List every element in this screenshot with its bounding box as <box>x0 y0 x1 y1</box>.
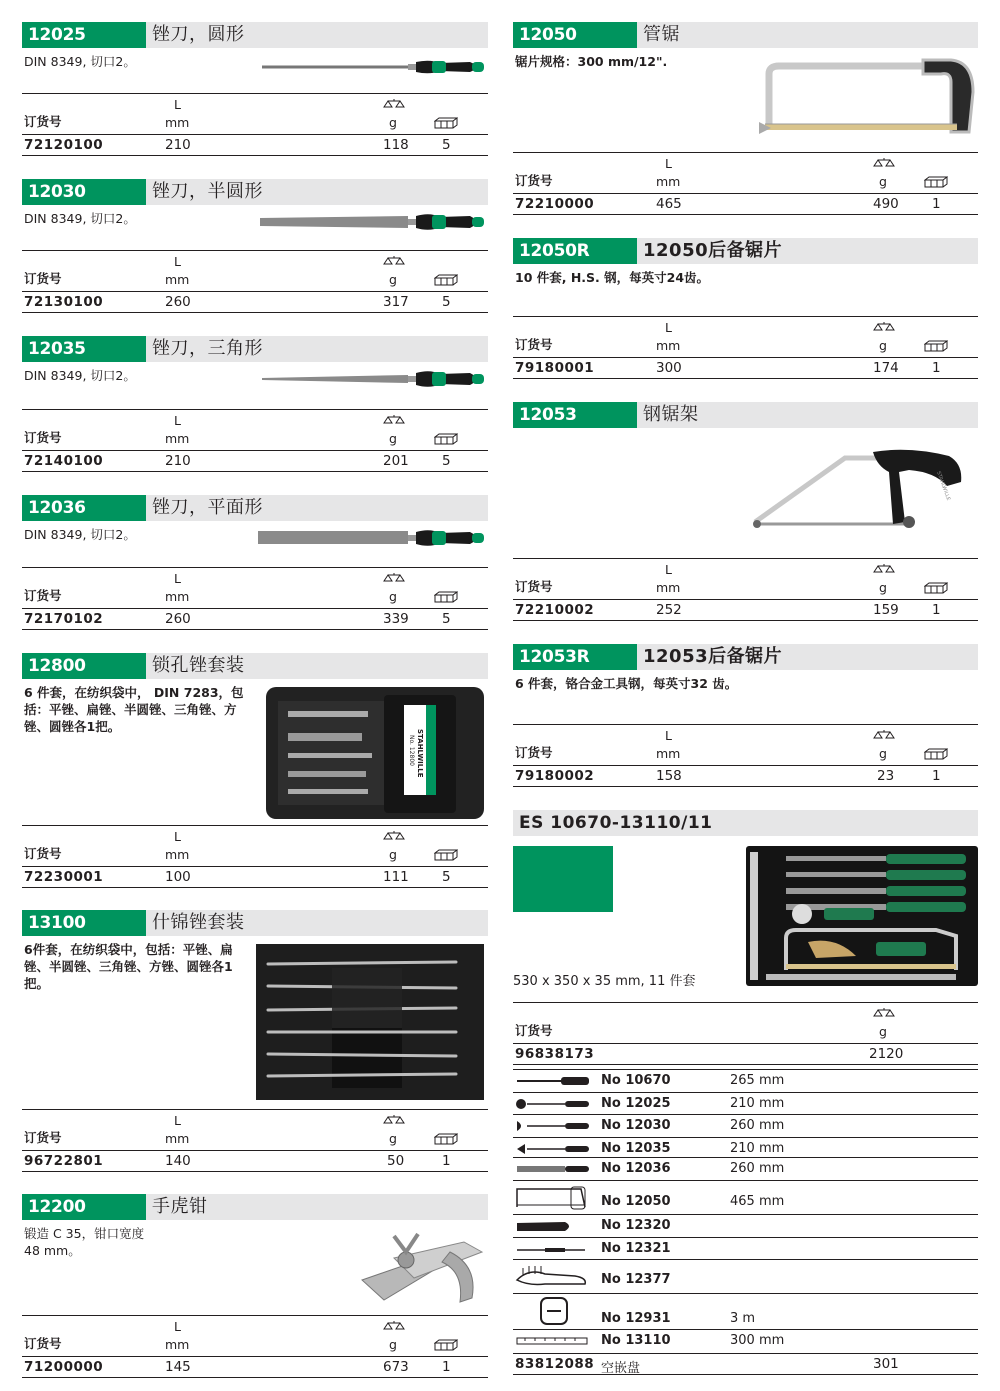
product-title: 锁孔锉套装 <box>152 655 245 676</box>
round-file-image <box>260 56 488 78</box>
weight-value: 23 <box>877 768 895 784</box>
product-desc: 锻造 C 35，钳口宽度 48 mm。 <box>24 1226 145 1258</box>
hand-vise-image <box>354 1222 488 1312</box>
scriber-icon <box>515 1242 591 1256</box>
length-label: L <box>174 571 181 586</box>
scale-icon <box>382 414 406 426</box>
weight-label: g <box>879 338 887 353</box>
spec-table-13100 <box>22 1109 488 1172</box>
order-label: 订货号 <box>24 1130 62 1145</box>
mm-label: mm <box>165 1337 190 1352</box>
scale-icon <box>382 1320 406 1332</box>
length-label: L <box>665 562 672 577</box>
spec-table-12050 <box>513 152 978 215</box>
product-code: 12025 <box>22 22 146 48</box>
kit-item-13110 <box>513 1329 978 1351</box>
order-label: 订货号 <box>24 430 62 445</box>
length-value: 145 <box>165 1359 191 1375</box>
length-label: L <box>174 1319 181 1334</box>
order-label: 订货号 <box>515 579 553 594</box>
needle-file-pouch-image <box>266 685 486 821</box>
length-value: 158 <box>656 768 682 784</box>
kit-item-no: No 13110 <box>601 1333 671 1348</box>
spec-table-12036 <box>22 567 488 630</box>
kit-header <box>513 810 978 836</box>
product-desc: 6 件套，铬合金工具钢，每英寸32 齿。 <box>515 676 738 691</box>
product-header <box>513 22 978 48</box>
package-icon <box>434 1133 458 1145</box>
product-12800 <box>22 653 488 778</box>
product-code: 12030 <box>22 179 146 205</box>
product-desc: DIN 8349, 切口2。 <box>24 54 136 69</box>
scale-icon <box>872 563 896 575</box>
tubular-hacksaw-image <box>751 52 979 142</box>
spec-table-12053 <box>513 558 978 621</box>
pack-qty: 5 <box>442 137 451 153</box>
kit-item-12050 <box>513 1180 978 1214</box>
round-file-icon <box>515 1097 591 1111</box>
product-code: 12036 <box>22 495 146 521</box>
kit-item-12320 <box>513 1214 978 1236</box>
product-header <box>22 22 488 48</box>
kit-item-12030 <box>513 1114 978 1136</box>
order-number: 71200000 <box>24 1359 104 1375</box>
steel-ruler-icon <box>515 1334 591 1348</box>
order-number: 72230001 <box>24 869 104 885</box>
pack-qty: 1 <box>932 768 941 784</box>
pack-qty: 1 <box>932 602 941 618</box>
tape-measure-icon <box>539 1296 569 1326</box>
kit-item-12036 <box>513 1157 978 1179</box>
spec-table-12200 <box>22 1315 488 1378</box>
mm-label: mm <box>165 115 190 130</box>
product-title: 锉刀，平面形 <box>152 497 263 518</box>
spec-table-12800 <box>22 825 488 888</box>
product-title: 锉刀，半圆形 <box>152 181 263 202</box>
weight-label: g <box>389 431 397 446</box>
kit-item-12321 <box>513 1237 978 1259</box>
flat-file-image <box>256 526 488 550</box>
mm-label: mm <box>656 746 681 761</box>
pack-qty: 1 <box>442 1359 451 1375</box>
package-icon <box>434 274 458 286</box>
length-value: 210 <box>165 453 191 469</box>
kit-item-value: 265 mm <box>730 1073 785 1088</box>
weight-label: g <box>879 746 887 761</box>
length-label: L <box>174 829 181 844</box>
kit-item-no: No 12025 <box>601 1096 671 1111</box>
product-title: 12053后备锯片 <box>643 646 783 667</box>
weight-label: g <box>389 115 397 130</box>
kit-item-value: 260 mm <box>730 1161 785 1176</box>
product-header <box>22 653 488 679</box>
product-header <box>22 910 488 936</box>
order-number: 72140100 <box>24 453 104 469</box>
order-number: 72210000 <box>515 196 595 212</box>
length-value: 210 <box>165 137 191 153</box>
kit-item-no: No 12030 <box>601 1118 671 1133</box>
wire-brush-icon <box>515 1264 591 1288</box>
package-icon <box>434 433 458 445</box>
spec-table-12030 <box>22 250 488 313</box>
product-code: 12200 <box>22 1194 146 1220</box>
flat-file-icon <box>515 1162 591 1176</box>
product-12030 <box>22 179 488 227</box>
kit-weight: 2120 <box>869 1046 904 1062</box>
kit-desc: 530 x 350 x 35 mm, 11 件套 <box>513 974 696 989</box>
length-value: 300 <box>656 360 682 376</box>
product-12050 <box>513 22 978 70</box>
package-icon <box>434 117 458 129</box>
length-value: 100 <box>165 869 191 885</box>
junior-hacksaw-image <box>749 442 979 542</box>
length-label: L <box>665 728 672 743</box>
product-12200 <box>22 1194 488 1259</box>
product-12053 <box>513 402 978 502</box>
package-icon <box>924 176 948 188</box>
product-code: 12800 <box>22 653 146 679</box>
product-desc: 6 件套，在纺织袋中， DIN 7283，包括：平锉、扁锉、半圆锉、三角锉、方锉、圆锉各1把。 <box>24 685 244 734</box>
weight-value: 490 <box>873 196 899 212</box>
kit-tray-row <box>513 1353 978 1375</box>
product-header <box>22 1194 488 1220</box>
kit-item-value: 210 mm <box>730 1141 785 1156</box>
svg-text:STAHLWILLE: STAHLWILLE <box>416 729 424 778</box>
tray-weight: 301 <box>873 1356 899 1372</box>
order-label: 订货号 <box>515 745 553 760</box>
length-value: 260 <box>165 611 191 627</box>
pack-qty: 5 <box>442 453 451 469</box>
half-round-file-image <box>258 209 488 235</box>
weight-value: 118 <box>383 137 409 153</box>
pack-qty: 1 <box>442 1153 451 1169</box>
hacksaw-icon <box>515 1185 591 1211</box>
order-number: 72170102 <box>24 611 104 627</box>
kit-color-swatch <box>513 846 613 912</box>
length-value: 260 <box>165 294 191 310</box>
scale-icon <box>872 321 896 333</box>
mm-label: mm <box>165 589 190 604</box>
product-title: 手虎钳 <box>152 1196 208 1217</box>
product-code: 12035 <box>22 336 146 362</box>
length-label: L <box>665 320 672 335</box>
weight-label: g <box>389 589 397 604</box>
product-header <box>513 238 978 264</box>
length-value: 140 <box>165 1153 191 1169</box>
kit-item-12931 <box>513 1293 978 1329</box>
product-desc: 6件套，在纺织袋中，包括：平锉、扁锉、半圆锉、三角锉、方锉、圆锉各1把。 <box>24 942 233 991</box>
scale-icon <box>382 572 406 584</box>
triangular-file-icon <box>515 1142 591 1156</box>
product-code: 12050R <box>513 238 637 264</box>
spec-table-12035 <box>22 409 488 472</box>
product-title: 锉刀，圆形 <box>152 24 245 45</box>
product-header <box>22 179 488 205</box>
order-number: 72210002 <box>515 602 595 618</box>
scale-icon <box>872 729 896 741</box>
kit-item-value: 465 mm <box>730 1194 785 1209</box>
kit-item-no: No 12931 <box>601 1311 671 1326</box>
product-12050R <box>513 238 978 286</box>
order-label: 订货号 <box>515 173 553 188</box>
weight-value: 50 <box>387 1153 405 1169</box>
triangular-file-image <box>260 367 488 391</box>
mm-label: mm <box>165 1131 190 1146</box>
order-label: 订货号 <box>24 271 62 286</box>
product-title: 12050后备锯片 <box>643 240 783 261</box>
kit-item-value: 3 m <box>730 1311 756 1326</box>
length-label: L <box>174 254 181 269</box>
order-number: 79180001 <box>515 360 595 376</box>
weight-label: g <box>879 174 887 189</box>
mm-label: mm <box>165 431 190 446</box>
weight-label: g <box>389 1131 397 1146</box>
package-icon <box>924 340 948 352</box>
tool-tray-image <box>746 846 978 986</box>
scale-icon <box>872 1007 896 1019</box>
mm-label: mm <box>656 338 681 353</box>
tray-order-number: 83812088 <box>515 1356 595 1372</box>
product-title: 钢锯架 <box>643 404 699 425</box>
product-header <box>22 336 488 362</box>
scale-icon <box>872 157 896 169</box>
scale-icon <box>382 1114 406 1126</box>
length-label: L <box>174 413 181 428</box>
weight-label: g <box>879 1024 887 1039</box>
weight-value: 159 <box>873 602 899 618</box>
kit-title: ES 10670-13110/11 <box>519 813 713 833</box>
kit-order-number: 96838173 <box>515 1046 595 1062</box>
order-label: 订货号 <box>515 1023 553 1038</box>
half-round-file-icon <box>515 1119 591 1133</box>
pack-qty: 5 <box>442 869 451 885</box>
order-number: 96722801 <box>24 1153 104 1169</box>
weight-value: 111 <box>383 869 409 885</box>
weight-label: g <box>389 272 397 287</box>
product-13100 <box>22 910 488 992</box>
product-desc: DIN 8349, 切口2。 <box>24 527 136 542</box>
order-number: 72120100 <box>24 137 104 153</box>
product-desc: 锯片规格：300 mm/12". <box>515 54 668 69</box>
product-desc: DIN 8349, 切口2。 <box>24 368 136 383</box>
pack-qty: 1 <box>932 360 941 376</box>
product-12035 <box>22 336 488 384</box>
weight-value: 339 <box>383 611 409 627</box>
product-12025 <box>22 22 488 70</box>
length-label: L <box>174 1113 181 1128</box>
order-label: 订货号 <box>515 337 553 352</box>
mm-label: mm <box>656 174 681 189</box>
kit-item-no: No 12377 <box>601 1272 671 1287</box>
pack-qty: 1 <box>932 196 941 212</box>
kit-item-12377 <box>513 1259 978 1293</box>
order-number: 72130100 <box>24 294 104 310</box>
order-label: 订货号 <box>24 846 62 861</box>
kit-item-no: No 12035 <box>601 1141 671 1156</box>
scale-icon <box>382 98 406 110</box>
weight-label: g <box>389 847 397 862</box>
package-icon <box>434 849 458 861</box>
mm-label: mm <box>165 272 190 287</box>
kit-item-no: No 12050 <box>601 1194 671 1209</box>
package-icon <box>434 591 458 603</box>
kit-item-no: No 10670 <box>601 1073 671 1088</box>
order-label: 订货号 <box>24 114 62 129</box>
file-cleaner-icon <box>515 1219 591 1233</box>
product-desc: DIN 8349, 切口2。 <box>24 211 136 226</box>
weight-label: g <box>389 1337 397 1352</box>
length-label: L <box>665 156 672 171</box>
kit-item-no: No 12320 <box>601 1218 671 1233</box>
scale-icon <box>382 830 406 842</box>
pack-qty: 5 <box>442 294 451 310</box>
length-label: L <box>174 97 181 112</box>
product-header <box>22 495 488 521</box>
kit-item-12025 <box>513 1092 978 1114</box>
product-code: 12050 <box>513 22 637 48</box>
kit-item-value: 260 mm <box>730 1118 785 1133</box>
weight-value: 317 <box>383 294 409 310</box>
weight-value: 673 <box>383 1359 409 1375</box>
tray-name: 空嵌盘 <box>601 1361 641 1376</box>
length-value: 252 <box>656 602 682 618</box>
product-12036 <box>22 495 488 543</box>
product-code: 12053 <box>513 402 637 428</box>
weight-value: 201 <box>383 453 409 469</box>
order-number: 79180002 <box>515 768 595 784</box>
product-header <box>513 644 978 670</box>
kit-item-10670 <box>513 1069 978 1091</box>
kit-item-no: No 12321 <box>601 1241 671 1256</box>
kit-spec-table <box>513 1002 978 1065</box>
product-code: 12053R <box>513 644 637 670</box>
product-title: 什锦锉套装 <box>152 912 245 933</box>
svg-text:STAHLWILLE: STAHLWILLE <box>935 470 952 502</box>
package-icon <box>924 748 948 760</box>
weight-value: 174 <box>873 360 899 376</box>
spec-table-12025 <box>22 93 488 156</box>
product-code: 13100 <box>22 910 146 936</box>
screwdriver-icon <box>515 1074 591 1088</box>
file-set-pouch-image <box>256 942 486 1102</box>
product-desc: 10 件套, H.S. 钢，每英寸24齿。 <box>515 270 710 285</box>
kit-section <box>513 810 978 989</box>
package-icon <box>924 582 948 594</box>
kit-item-value: 300 mm <box>730 1333 785 1348</box>
kit-item-12035 <box>513 1137 978 1159</box>
length-value: 465 <box>656 196 682 212</box>
kit-item-no: No 12036 <box>601 1161 671 1176</box>
spec-table-12053R <box>513 724 978 787</box>
weight-label: g <box>879 580 887 595</box>
product-12053R <box>513 644 978 692</box>
package-icon <box>434 1339 458 1351</box>
product-title: 锉刀，三角形 <box>152 338 263 359</box>
kit-item-value: 210 mm <box>730 1096 785 1111</box>
svg-text:No. 12800: No. 12800 <box>408 735 415 766</box>
product-title: 管锯 <box>643 24 680 45</box>
scale-icon <box>382 255 406 267</box>
order-label: 订货号 <box>24 588 62 603</box>
mm-label: mm <box>165 847 190 862</box>
mm-label: mm <box>656 580 681 595</box>
product-header <box>513 402 978 428</box>
order-label: 订货号 <box>24 1336 62 1351</box>
spec-table-12050R <box>513 316 978 379</box>
pack-qty: 5 <box>442 611 451 627</box>
